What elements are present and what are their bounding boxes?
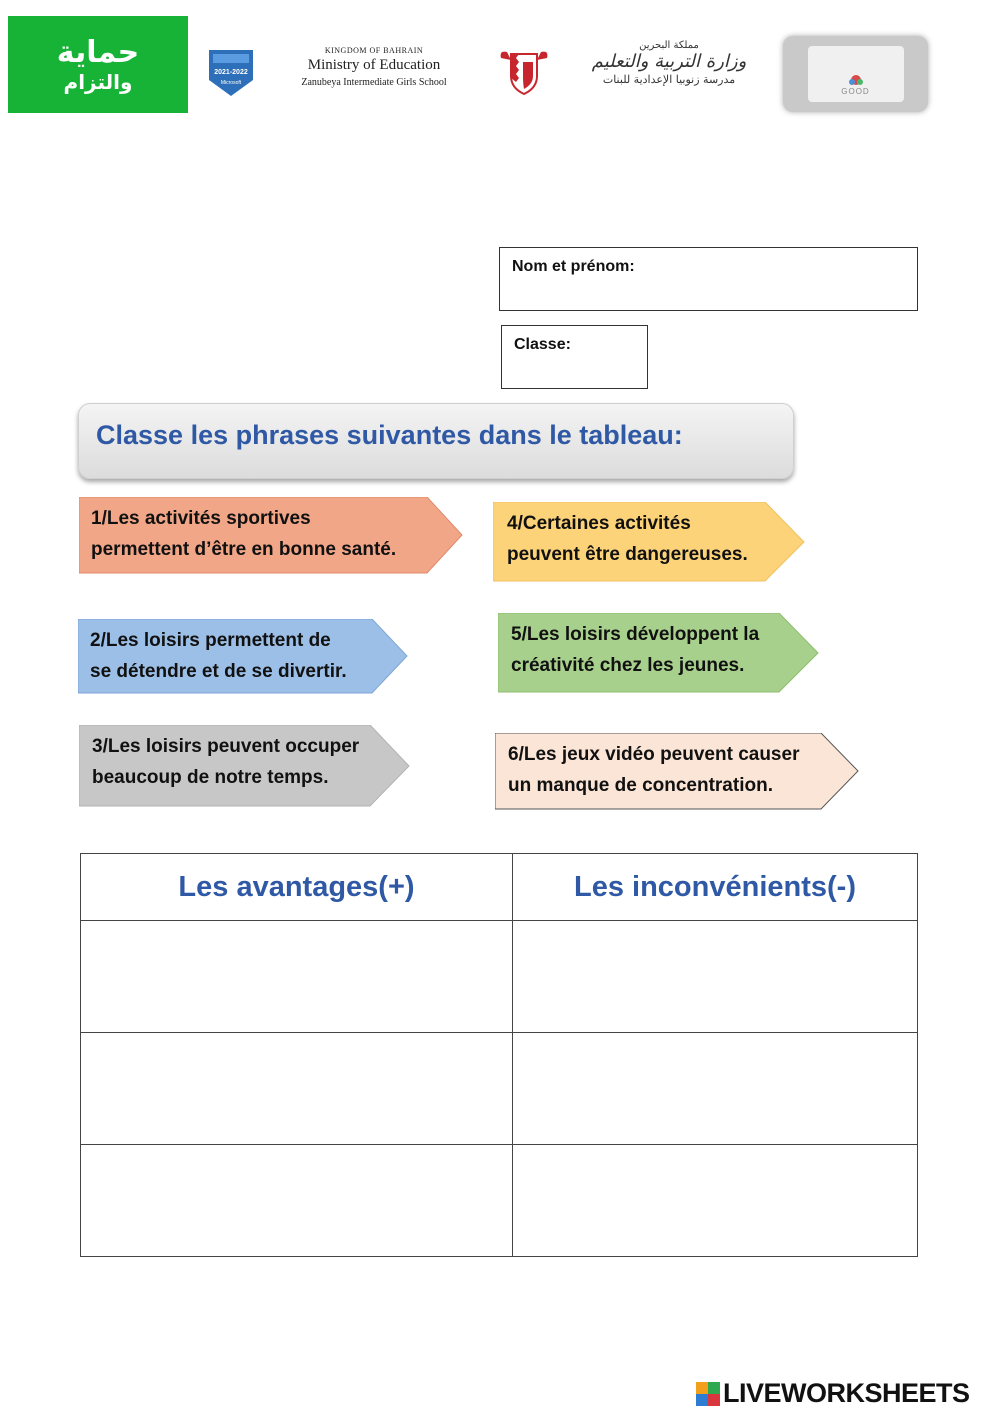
card-3-line-1: 3/Les loisirs peuvent occuper — [92, 736, 360, 757]
card-2-line-1: 2/Les loisirs permettent de — [90, 630, 331, 651]
ministry-name: Ministry of Education — [307, 57, 441, 73]
advantages-header: Les avantages(+) — [81, 854, 513, 921]
arabic-ministry: وزارة التربية والتعليم — [591, 51, 747, 72]
rating-label: GOOD — [841, 87, 870, 96]
rating-emblem-icon — [846, 73, 866, 87]
sentence-card-2[interactable] — [78, 619, 408, 694]
arabic-kingdom: مملكة البحرين — [639, 40, 699, 51]
ministry-heading — [278, 46, 470, 88]
liveworksheets-footer — [696, 1378, 970, 1409]
school-name: Zanubeya Intermediate Girls School — [301, 77, 447, 88]
rating-badge — [783, 36, 928, 112]
card-4-line-1: 4/Certaines activités — [507, 513, 691, 534]
card-1-line-1: 1/Les activités sportives — [91, 508, 311, 529]
advantages-drop-slot-3[interactable] — [81, 1145, 513, 1257]
badge-brand: Microsoft — [220, 80, 242, 86]
card-5-line-1: 5/Les loisirs développent la — [511, 624, 760, 645]
bahrain-emblem-icon — [497, 48, 551, 96]
arabic-ministry-heading — [586, 40, 752, 86]
sentence-card-4[interactable] — [493, 502, 805, 582]
ministry-kingdom: KINGDOM OF BAHRAIN — [324, 46, 424, 55]
card-6-line-1: 6/Les jeux vidéo peuvent causer — [508, 744, 800, 765]
card-2-line-2: se détendre et de se divertir. — [90, 661, 347, 682]
name-field[interactable] — [499, 247, 918, 311]
sentence-card-5[interactable] — [498, 613, 819, 693]
sentence-card-6[interactable] — [495, 733, 859, 810]
liveworksheets-logo-icon — [696, 1382, 720, 1406]
class-label: Classe: — [514, 336, 571, 353]
logo-line-2: والتزام — [63, 69, 133, 94]
card-3-line-2: beaucoup de notre temps. — [92, 767, 329, 788]
logo-line-1: حماية — [56, 34, 140, 70]
sentence-card-3[interactable] — [79, 725, 410, 807]
instruction-banner — [78, 403, 794, 479]
disadvantages-drop-slot-1[interactable] — [513, 921, 918, 1033]
class-field[interactable] — [501, 325, 648, 389]
liveworksheets-brand: LIVEWORKSHEETS — [723, 1378, 970, 1408]
advantages-drop-slot-2[interactable] — [81, 1033, 513, 1145]
protection-logo — [8, 16, 188, 113]
disadvantages-drop-slot-3[interactable] — [513, 1145, 918, 1257]
card-6-line-2: un manque de concentration. — [508, 775, 773, 796]
disadvantages-drop-slot-2[interactable] — [513, 1033, 918, 1145]
disadvantages-header: Les inconvénients(-) — [513, 854, 918, 921]
advantages-drop-slot-1[interactable] — [81, 921, 513, 1033]
card-4-line-2: peuvent être dangereuses. — [507, 544, 748, 565]
card-1-line-2: permettent d’être en bonne santé. — [91, 539, 397, 560]
badge-year: 2021-2022 — [214, 69, 248, 76]
card-5-line-2: créativité chez les jeunes. — [511, 655, 745, 676]
sorting-table — [80, 853, 918, 1257]
arabic-school: مدرسة زنوبيا الإعدادية للبنات — [602, 73, 736, 86]
name-label: Nom et prénom: — [512, 258, 635, 275]
instruction-text: Classe les phrases suivantes dans le tableau: — [96, 420, 683, 450]
sentence-card-1[interactable] — [79, 497, 463, 574]
